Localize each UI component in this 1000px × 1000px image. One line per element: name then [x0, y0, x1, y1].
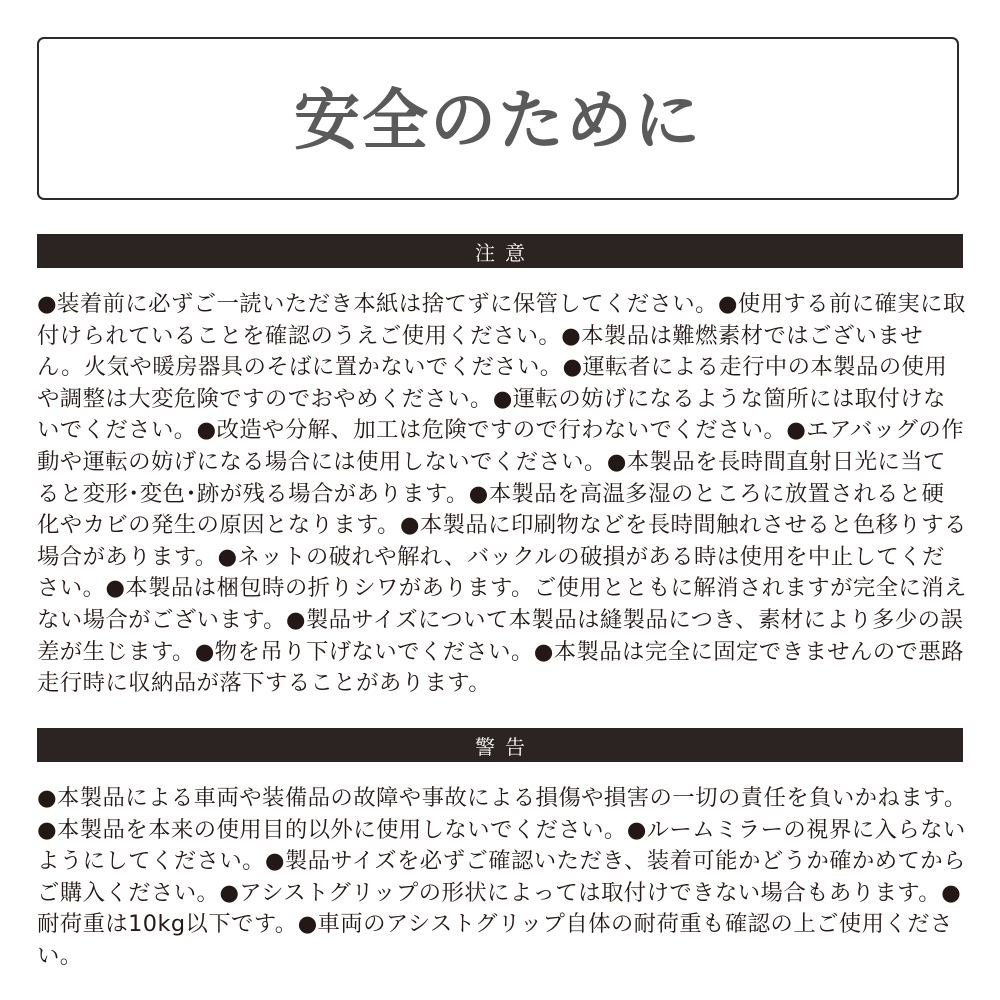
- title-box: [37, 37, 959, 200]
- page-title: 安全のために: [294, 82, 702, 159]
- warning-heading: 警告: [475, 734, 535, 759]
- warning-heading-bar: [37, 728, 963, 762]
- caution-heading-bar: [37, 234, 963, 268]
- caution-heading: 注意: [475, 240, 535, 265]
- caution-body-text: ●装着前に必ずご一読いただき本紙は捨てずに保管してください。●使用する前に確実に取付けられていることを確認のうえご使用ください。●本製品は難燃素材ではございません。火気や暖房器具のそばに置かないでください。●運転者による走行中の本製品の使用や調整は大変危険ですのでおやめください。●運転の妨げになるような箇所には取付けないでください。●改造や分解、加工は危険ですので行わないでください。●エアバッグの作動や運転の妨げになる場合には使用しないでください。●本製品を長時間直射日光に当てると変形･変色･跡が残る場合があります。●本製品を高温多湿のところに放置されると硬化やカビの発生の原因となります。●本製品に印刷物などを長時間触れさせると色移りする場合があります。●ネットの破れや解れ、バックルの破損がある時は使用を中止してください。●本製品は梱包時の折りシワがあります。ご使用とともに解消されますが完全に消えない場合がございます。●製品サイズについて本製品は縫製品につき、素材により多少の誤差が生じます。●物を吊り下げないでください。●本製品は完全に固定できませんので悪路走行時に収納品が落下することがあります。: [37, 291, 967, 697]
- warning-body-text: ●本製品による車両や装備品の故障や事故による損傷や損害の一切の責任を負いかねます。●本製品を本来の使用目的以外に使用しないでください。●ルームミラーの視界に入らないようにしてください。●製品サイズを必ずご確認いただき、装着可能かどうか確かめてからご購入ください。●アシストグリップの形状によっては取付けできない場合もあります。●耐荷重は10kg以下です。●車両のアシストグリップ自体の耐荷重も確認の上ご使用ください。: [37, 785, 967, 969]
